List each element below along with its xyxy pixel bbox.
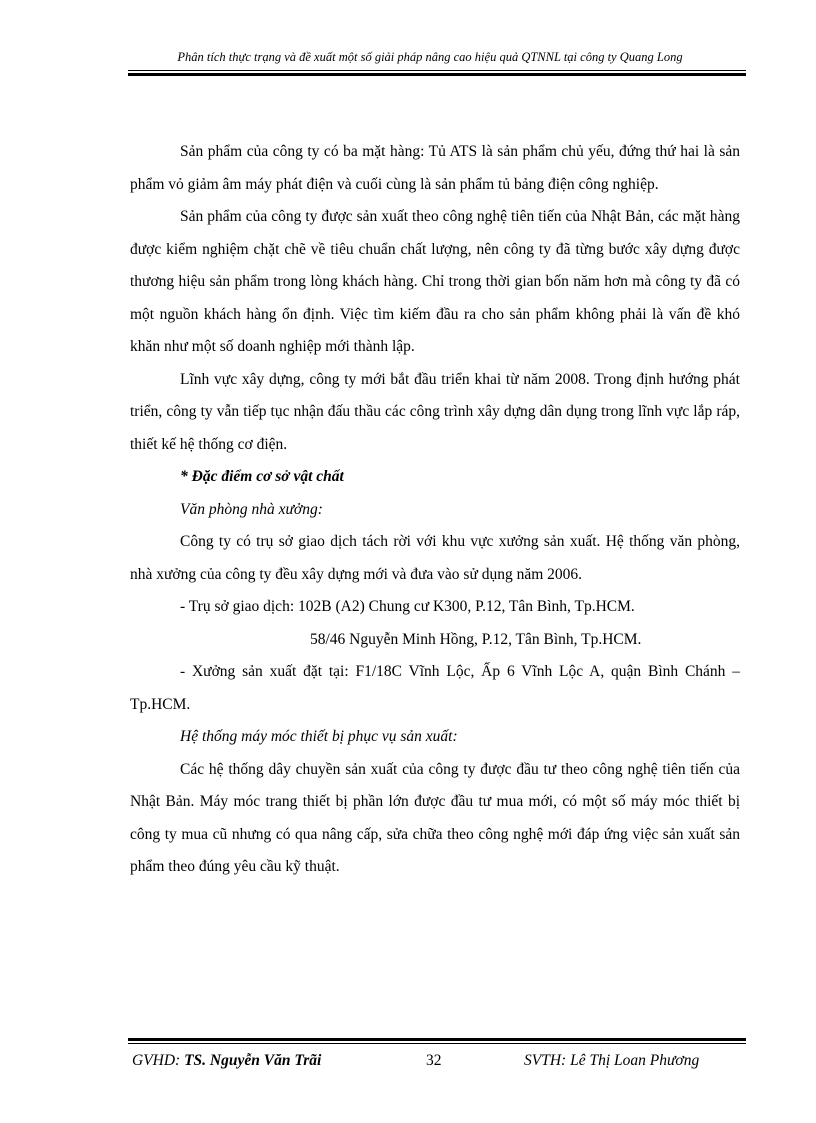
footer-student-label: SVTH: [524, 1052, 567, 1069]
footer-rule-thick [128, 1038, 746, 1041]
header-rule-thick [128, 73, 746, 76]
footer-supervisor [132, 1052, 321, 1070]
page-number: 32 [426, 1052, 442, 1069]
footer-supervisor-label: GVHD: [132, 1052, 181, 1069]
address-factory: - Xưởng sản xuất đặt tại: F1/18C Vĩnh Lộc, Ấp 6 Vĩnh Lộc A, quận Bình Chánh – Tp.HCM. [130, 663, 740, 713]
paragraph-office: Công ty có trụ sở giao dịch tách rời với khu vực xưởng sản xuất. Hệ thống văn phòng, nhà xưởng của công ty đều xây dựng mới và đưa vào sử dụng năm 2006. [130, 533, 740, 583]
header-rule-thin [128, 70, 746, 71]
section-heading-facilities: * Đặc điểm cơ sở vật chất [180, 468, 344, 485]
footer-supervisor-name: TS. Nguyễn Văn Trãi [184, 1052, 322, 1069]
paragraph-construction: Lĩnh vực xây dựng, công ty mới bắt đầu triển khai từ năm 2008. Trong định hướng phát triển, công ty vẫn tiếp tục nhận đấu thầu các công trình xây dựng dân dụng trong lĩnh vực lắp ráp, thiết kế hệ thống cơ điện. [130, 370, 740, 453]
footer-student [524, 1052, 699, 1070]
address-headquarters-2: 58/46 Nguyễn Minh Hồng, P.12, Tân Bình, Tp.HCM. [310, 630, 642, 648]
footer-student-name: Lê Thị Loan Phương [570, 1052, 700, 1069]
subheading-office: Văn phòng nhà xưởng: [180, 500, 323, 518]
paragraph-products: Sản phẩm của công ty có ba mặt hàng: Tủ ATS là sản phẩm chủ yếu, đứng thứ hai là sản phẩm vỏ giảm âm máy phát điện và cuối cùng là sản phẩm tủ bảng điện công nghiệp. [130, 143, 740, 193]
footer-rule-thin [128, 1043, 746, 1044]
document-body [130, 136, 740, 884]
address-headquarters: - Trụ sở giao dịch: 102B (A2) Chung cư K300, P.12, Tân Bình, Tp.HCM. [180, 598, 635, 615]
paragraph-technology: Sản phẩm của công ty được sản xuất theo công nghệ tiên tiến của Nhật Bản, các mặt hàng được kiểm nghiệm chặt chẽ về tiêu chuẩn chất lượng, nên công ty đã từng bước xây dựng được thương hiệu sản phẩm trong lòng khách hàng. Chỉ trong thời gian bốn năm hơn mà công ty đã có một nguồn khách hàng ổn định. Việc tìm kiếm đầu ra cho sản phẩm không phải là vấn đề khó khăn như một số doanh nghiệp mới thành lập. [130, 208, 740, 355]
running-header: Phân tích thực trạng và đề xuất một số giải pháp nâng cao hiệu quả QTNNL tại công ty Quang Long [177, 50, 683, 64]
paragraph-machinery: Các hệ thống dây chuyền sản xuất của công ty được đầu tư theo công nghệ tiên tiến của Nhật Bản. Máy móc trang thiết bị phần lớn được đầu tư mua mới, có một số máy móc thiết bị công ty mua cũ nhưng có qua nâng cấp, sửa chữa theo công nghệ mới đáp ứng việc sản xuất sản phẩm theo đúng yêu cầu kỹ thuật. [130, 760, 740, 875]
subheading-machinery: Hệ thống máy móc thiết bị phục vụ sản xuất: [180, 728, 458, 745]
